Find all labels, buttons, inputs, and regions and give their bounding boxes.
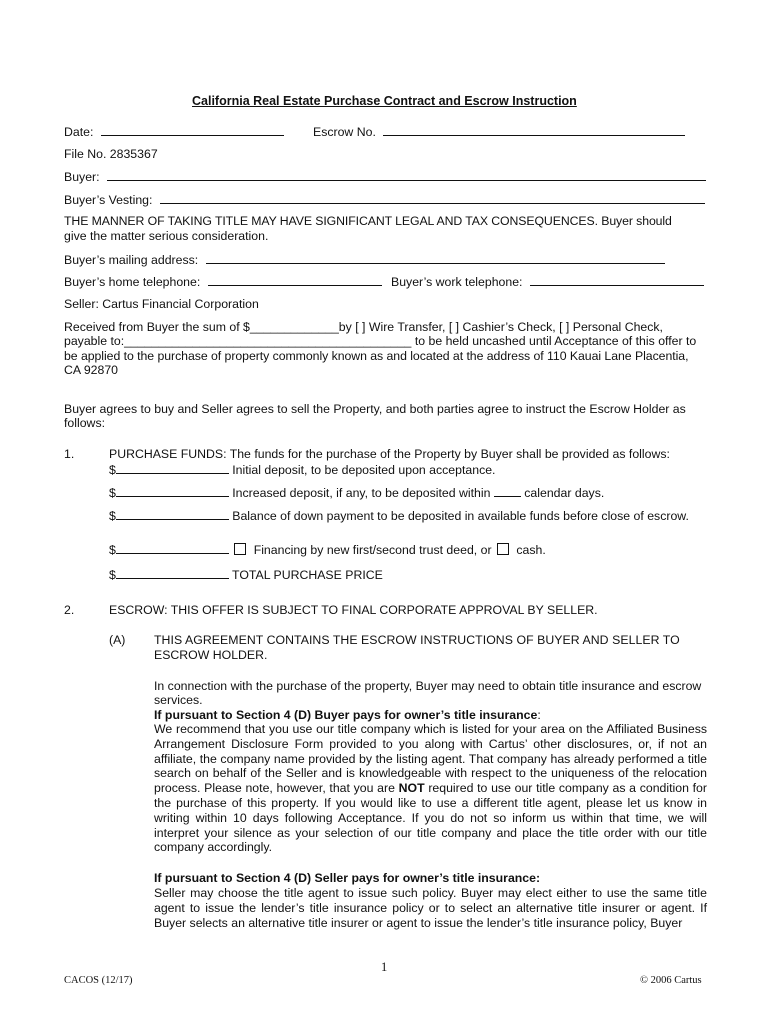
seller-line: Seller: Cartus Financial Corporation [64,297,259,311]
buyer-pays-heading: If pursuant to Section 4 (D) Buyer pays for owner’s title insurance [154,708,538,722]
mailing-row [64,252,665,268]
file-number: File No. 2835367 [64,147,158,161]
agree-line1: Buyer agrees to buy and Seller agrees to sell the Property, and both parties agree to instruct the Escrow Holder as [64,402,686,416]
section1-heading: PURCHASE FUNDS: The funds for the purchase of the Property by Buyer shall be provided as follows: [109,447,670,461]
home-tel-label: Buyer’s home telephone: [64,275,201,289]
increased-deposit-label: Increased deposit, if any, to be deposited within [232,486,491,500]
dollar-sign: $ [109,509,116,523]
seller-pays-heading [154,871,540,886]
copyright: © 2006 Cartus [640,975,702,986]
section1-number: 1. [64,447,75,461]
document-title: California Real Estate Purchase Contract and Escrow Instruction [192,94,577,108]
not-emphasis: NOT [398,781,425,796]
buyer-field[interactable] [107,169,706,181]
form-code: CACOS (12/17) [64,975,133,986]
seller-pays-paragraph: Seller may choose the title agent to issue such policy. Buyer may elect either to use the same title agent to issue the lender’s title insurance policy or to select an alternative title insurer or agent. If Buyer selects an alternative title insurer or agent to issue the lender’s title insurance policy, Buyer [154,886,707,930]
cash-label: cash. [516,543,546,557]
vesting-label: Buyer’s Vesting: [64,193,153,207]
total-price-label: TOTAL PURCHASE PRICE [232,568,383,582]
total-price-field[interactable] [116,567,229,579]
initial-deposit-label: Initial deposit, to be deposited upon acceptance. [232,463,496,477]
escrow-label: Escrow No. [313,125,376,139]
title-insurance-intro-line2: services. [154,693,203,707]
home-tel-row [64,274,382,290]
increased-deposit-row [109,485,604,501]
seller-pays-heading-text: If pursuant to Section 4 (D) Seller pays for owner’s title insurance: [154,871,541,885]
dollar-sign: $ [109,486,116,500]
dollar-sign: $ [109,543,116,557]
mailing-field[interactable] [206,252,665,264]
received-line3: be applied to the purchase of property commonly known as and located at the address of 110 Kauai Lane Placentia, [64,349,689,363]
received-line4: CA 92870 [64,363,119,377]
work-tel-row [391,274,704,290]
escrow-field[interactable] [383,124,685,136]
initial-deposit-row [109,462,495,478]
manner-warning-line1: THE MANNER OF TAKING TITLE MAY HAVE SIGNIFICANT LEGAL AND TAX CONSEQUENCES. Buyer should [64,214,672,228]
total-price-row [109,567,383,583]
vesting-field[interactable] [160,192,705,204]
buyer-pays-heading-row [154,708,541,723]
calendar-days-label: calendar days. [524,486,605,500]
received-line2: payable to:__________________________________________ to be held uncashed until Acceptance of this offer to [64,334,697,348]
buyer-pays-text-b: required to use our title company as a condition for the purchase of this property. If you would like to use a different title agent, please let us know in writing within 10 days following Acceptance. If you do not so inform us within that time, we will interpret your silence as your selection of our title company and place the title order with our title company accordingly. [154,781,707,855]
section2-number: 2. [64,603,75,617]
buyer-pays-text-a: We recommend that you use our title company which is listed for your area on the Affiliated Business Arrangement Disclosure Form provided to you along with Cartus’ other disclosures, or, if not an affiliate, the company name provided by the listing agent. That company has already performed a title search on behalf of the Seller and is knowledgeable with respect to the uniqueness of the relocation process. Please note, however, that you are [154,722,707,796]
dollar-sign: $ [109,463,116,477]
initial-deposit-field[interactable] [116,462,229,474]
section2-heading: ESCROW: THIS OFFER IS SUBJECT TO FINAL CORPORATE APPROVAL BY SELLER. [109,603,598,617]
financing-checkbox[interactable] [234,543,246,555]
buyer-label: Buyer: [64,170,100,184]
buyer-pays-paragraph [154,722,707,855]
financing-row [109,542,546,558]
financing-label: Financing by new first/second trust deed, or [253,543,492,557]
balance-field[interactable] [116,508,229,520]
page-number: 1 [381,960,388,974]
manner-warning-line2: give the matter serious consideration. [64,229,269,243]
date-field[interactable] [101,124,284,136]
balance-row [109,508,689,524]
work-tel-field[interactable] [530,274,704,286]
title-insurance-intro-line1: In connection with the purchase of the property, Buyer may need to obtain title insurance and escrow [154,679,702,693]
date-label: Date: [64,125,94,139]
financing-field[interactable] [116,542,229,554]
mailing-label: Buyer’s mailing address: [64,253,199,267]
dollar-sign: $ [109,568,116,582]
home-tel-field[interactable] [208,274,382,286]
escrow-row [313,124,685,140]
agree-line2: follows: [64,416,106,430]
subsection-a-line2: ESCROW HOLDER. [154,648,268,662]
calendar-days-field[interactable] [494,485,521,497]
received-line1: Received from Buyer the sum of $_____________by [ ] Wire Transfer, [ ] Cashier’s Check, [ ] Personal Check, [64,320,663,334]
vesting-row [64,192,705,208]
increased-deposit-field[interactable] [116,485,229,497]
subsection-a-line1: THIS AGREEMENT CONTAINS THE ESCROW INSTRUCTIONS OF BUYER AND SELLER TO [154,633,680,647]
heading-colon: : [537,708,541,722]
work-tel-label: Buyer’s work telephone: [391,275,523,289]
cash-checkbox[interactable] [497,543,509,555]
balance-label: Balance of down payment to be deposited in available funds before close of escrow. [232,509,689,523]
buyer-row [64,169,706,185]
date-row [64,124,284,140]
subsection-a-label: (A) [109,633,126,647]
